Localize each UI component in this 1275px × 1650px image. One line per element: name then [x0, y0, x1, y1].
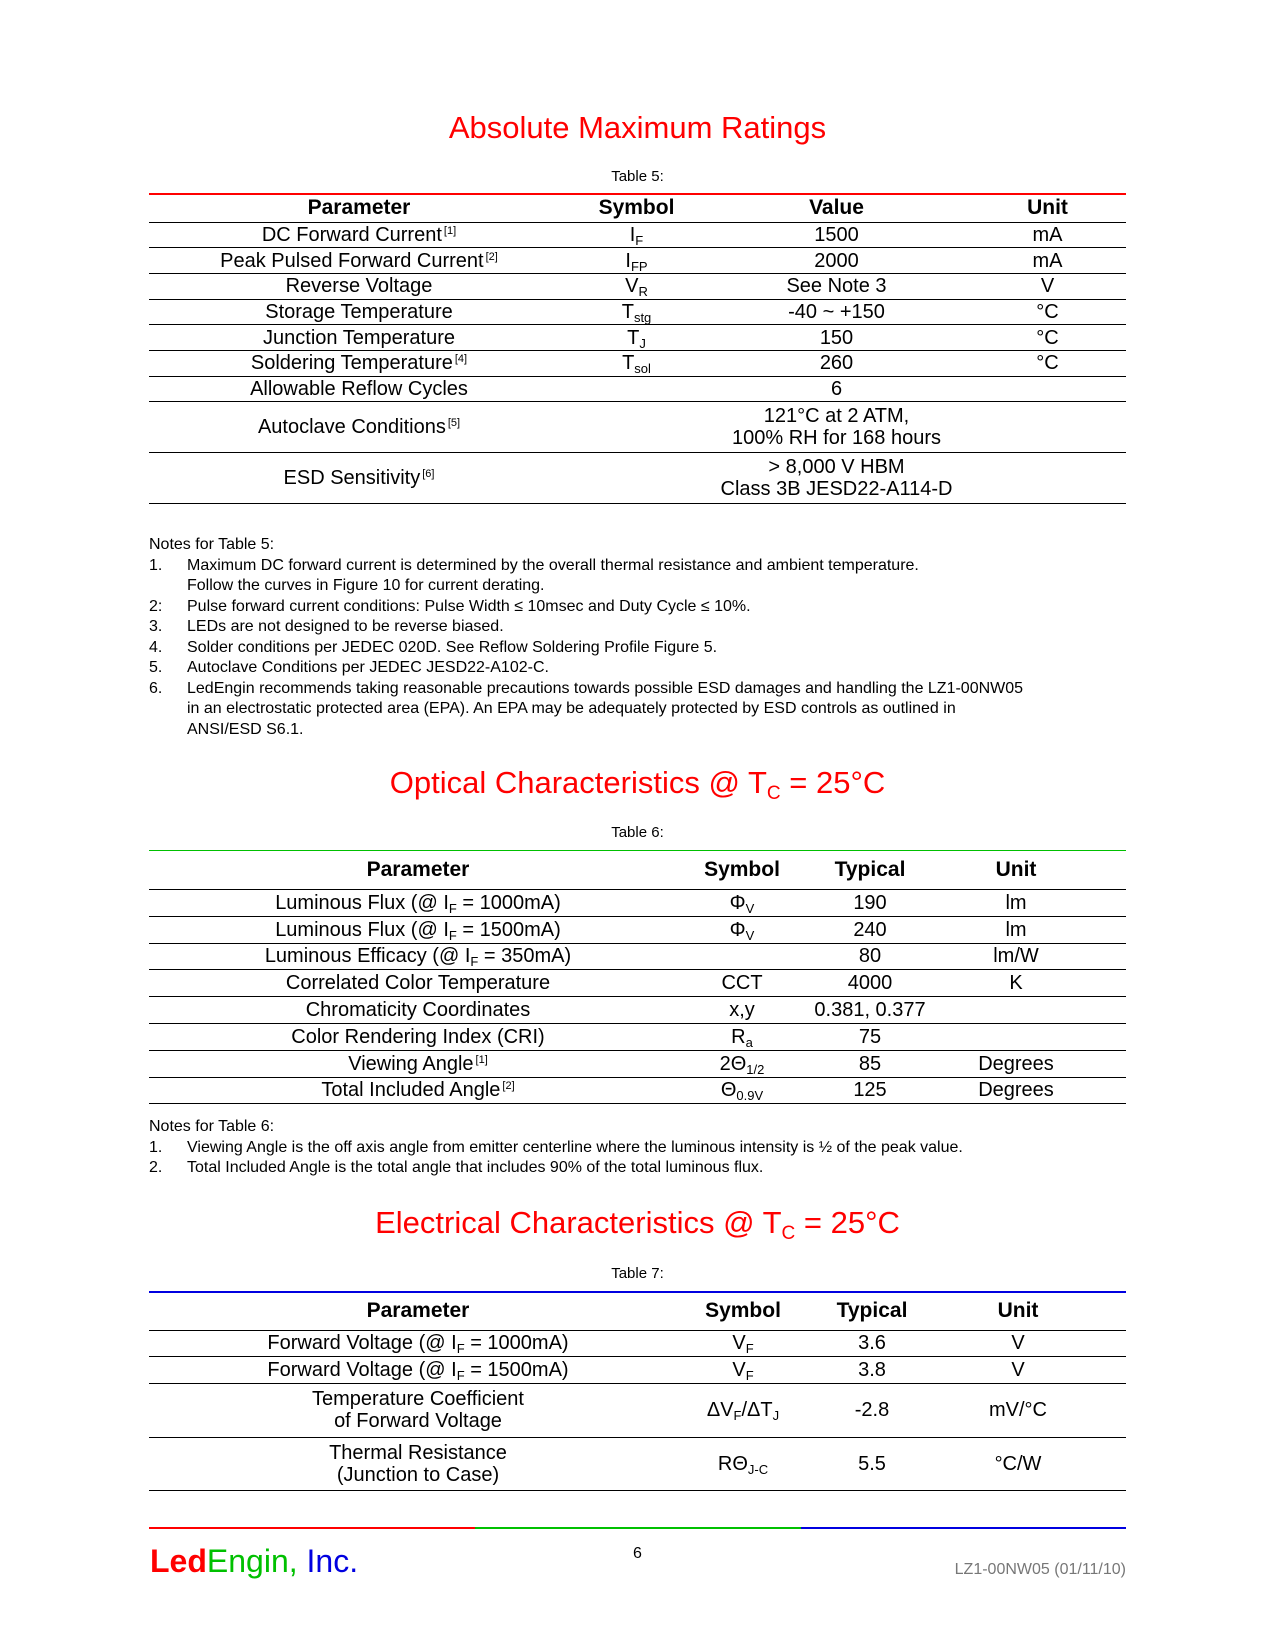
notes-title: Notes for Table 5:: [149, 536, 275, 553]
col-header-parameter: Parameter: [149, 851, 687, 890]
notes-title: Notes for Table 6:: [149, 1118, 275, 1135]
table-row: ESD Sensitivity [6] > 8,000 V HBM Class 3B JESD22-A114-D: [149, 453, 1126, 504]
page-number: 6: [633, 1545, 642, 1562]
table-row: Soldering Temperature [4] $T_{sol}$ 260 °C: [149, 350, 1126, 376]
table-row: Forward Voltage (@ $I_F = 1000mA$) $V_F$ 3.6 V: [149, 1330, 1126, 1357]
table-row: Chromaticity Coordinates x,y 0.381, 0.377: [149, 997, 1126, 1024]
col-header-typical: Typical: [799, 1292, 945, 1330]
absolute-max-ratings-title: Absolute Maximum Ratings: [448, 110, 827, 145]
table6-caption: Table 6:: [611, 824, 664, 841]
col-header-unit: Unit: [945, 1292, 1091, 1330]
list-item: 6. LedEngin recommends taking reasonable precautions towards possible ESD damages and handling the LZ1-00NW05 in an electrostatic protected area (EPA). An EPA may be adequately protected by ESD controls as outlined in ANSI/ESD S6.1.: [149, 679, 1024, 738]
list-item: 2: Pulse forward current conditions: Pulse Width ≤ 10msec and Duty Cycle ≤ 10%.: [149, 597, 751, 615]
table6-notes: [149, 1117, 1129, 1179]
company-logo: LedEngin, Inc.: [150, 1543, 359, 1579]
table-row: Junction Temperature $T_J$ 150 °C: [149, 325, 1126, 351]
electrical-characteristics-title: Electrical Characteristics @ $T_C = 25^\circ C$: [375, 1205, 900, 1244]
table-row: Luminous Efficacy (@ $I_F = 350mA$) 80 lm/W: [149, 943, 1126, 970]
table-row: Total Included Angle [2] $\Theta_{0.9V}$ 125 Degrees: [149, 1077, 1126, 1104]
table7-caption: Table 7:: [611, 1265, 664, 1282]
col-header-symbol: Symbol: [569, 194, 704, 222]
table-row: Color Rendering Index (CRI) $R_a$ 75: [149, 1023, 1126, 1050]
table-5: [149, 193, 1126, 504]
list-item: 3. LEDs are not designed to be reverse biased.: [149, 618, 504, 635]
col-header-unit: Unit: [943, 851, 1089, 890]
list-item: 5. Autoclave Conditions per JEDEC JESD22-A102-C.: [149, 659, 549, 676]
table-row: Viewing Angle [1] $2\Theta_{1/2}$ 85 Degrees: [149, 1050, 1126, 1077]
table-row: Autoclave Conditions [5] 121°C at 2 ATM, 100% RH for 168 hours: [149, 402, 1126, 453]
footer-rule-blue: [801, 1527, 1126, 1529]
col-header-value: Value: [704, 194, 969, 222]
list-item: 4. Solder conditions per JEDEC 020D. See Reflow Soldering Profile Figure 5.: [149, 638, 718, 656]
list-item: 2. Total Included Angle is the total angle that includes 90% of the total luminous flux.: [149, 1159, 764, 1176]
table5-notes: [149, 535, 1129, 740]
table-row: Luminous Flux (@ $I_F = 1500mA$) $\Phi_V$ 240 lm: [149, 916, 1126, 943]
footer-rule-green: [475, 1527, 801, 1529]
table-row: DC Forward Current [1] $I_F$ 1500 mA: [149, 222, 1126, 248]
table-row: Storage Temperature $T_{stg}$ -40 ~ +150 °C: [149, 299, 1126, 325]
table5-caption: Table 5:: [611, 168, 664, 185]
table-7: [149, 1291, 1126, 1491]
table-6: [149, 850, 1126, 1104]
list-item: 1. Maximum DC forward current is determined by the overall thermal resistance and ambient temperature. Follow the curves in Figure 10 for current derating.: [149, 556, 919, 594]
optical-characteristics-title: Optical Characteristics @ $T_C = 25^\circ C$: [389, 765, 886, 804]
table-row: Thermal Resistance (Junction to Case) $R\Theta_{J-C}$ 5.5 °C/W: [149, 1437, 1126, 1491]
table-row: Reverse Voltage $V_R$ See Note 3 V: [149, 273, 1126, 299]
list-item: 1. Viewing Angle is the off axis angle from emitter centerline where the luminous intensity is ½ of the peak value.: [149, 1138, 963, 1156]
footer-rule-red: [149, 1527, 475, 1529]
col-header-parameter: Parameter: [149, 1292, 687, 1330]
table-row: Peak Pulsed Forward Current [2] $I_{FP}$ 2000 mA: [149, 248, 1126, 274]
table-row: Allowable Reflow Cycles 6: [149, 376, 1126, 402]
col-header-symbol: Symbol: [687, 1292, 799, 1330]
table-row: Correlated Color Temperature CCT 4000 K: [149, 970, 1126, 997]
col-header-symbol: Symbol: [687, 851, 797, 890]
document-reference: LZ1-00NW05 (01/11/10): [954, 1561, 1126, 1578]
col-header-parameter: Parameter: [149, 194, 569, 222]
table-row: Luminous Flux (@ $I_F = 1000mA$) $\Phi_V$ 190 lm: [149, 890, 1126, 917]
col-header-unit: Unit: [969, 194, 1126, 222]
table-row: Forward Voltage (@ $I_F = 1500mA$) $V_F$ 3.8 V: [149, 1357, 1126, 1384]
table-row: Temperature Coefficient of Forward Voltage $\Delta V_F/\Delta T_J$ -2.8 mV/°C: [149, 1384, 1126, 1438]
col-header-typical: Typical: [797, 851, 943, 890]
